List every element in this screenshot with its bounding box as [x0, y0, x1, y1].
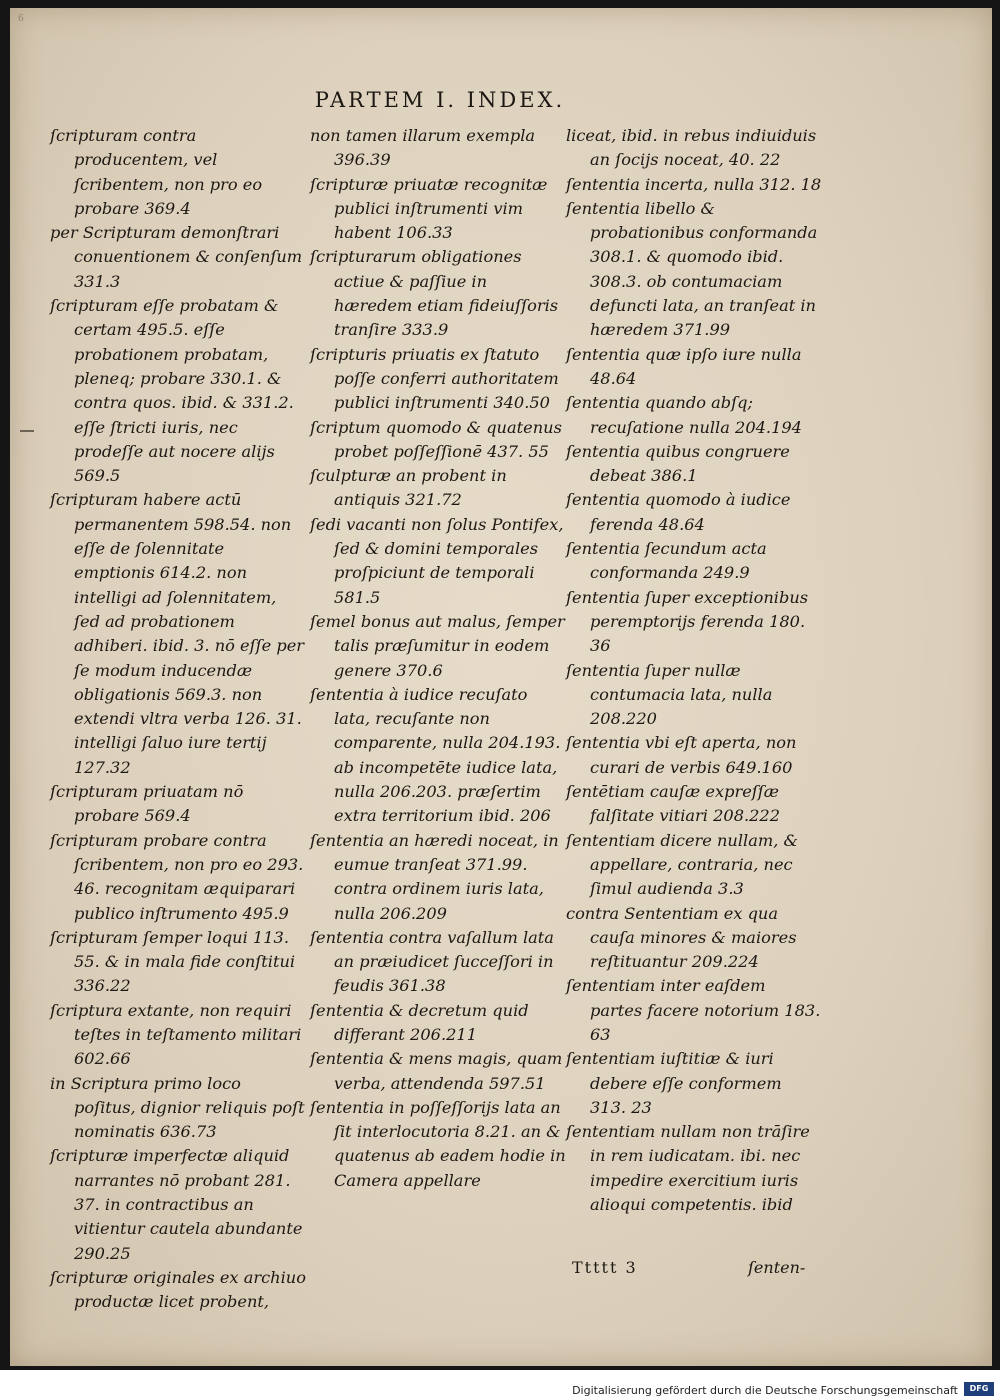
- index-entry: ſententia ſuper exceptionibus peremptorijs ferenda 180. 36: [566, 587, 809, 656]
- index-entry: ſcripturarum obligationes actiue & paſſiue in hæredem etiam fideiuſſoris tranſire 333.9: [310, 247, 559, 340]
- index-entry: ſedi vacanti non ſolus Pontifex, ſed & domini temporales proſpiciunt de temporali 581.5: [310, 514, 564, 607]
- signature-mark: Ttttt 3: [572, 1258, 638, 1277]
- page-title: PARTEM I. INDEX.: [314, 88, 566, 112]
- index-entry: ſententia libello & probationibus conformanda 308.1. & quomodo ibid. 308.3. ob contumaciam defuncti lata, an tranſeat in hæredem 371.99: [566, 198, 818, 340]
- margin-dash: [20, 430, 34, 432]
- index-entry: ſententia vbi eſt aperta, non curari de verbis 649.160: [566, 733, 797, 777]
- index-entry: ſententia & decretum quid differant 206.211: [310, 1000, 529, 1044]
- index-entry: ſcripturam habere actū permanentem 598.54. non eſſe de ſolennitate emptionis 614.2. non intelligi ad ſolennitatem, ſed ad probationem adhiberi. ibid. 3. nō eſſe per ſe modum inducendæ obligationis 569.3. non extendi vltra verba 126. 31. intelligi ſaluo iure tertij 127.32: [50, 490, 305, 777]
- index-column-right: [566, 124, 822, 1217]
- index-entry: ſententiam iuſtitiæ & iuri debere eſſe conformem 313. 23: [566, 1049, 782, 1117]
- index-entry: ſculpturæ an probent in antiquis 321.72: [310, 466, 507, 510]
- index-entry: ſententiam dicere nullam, & appellare, contraria, nec ſimul audienda 3.3: [566, 830, 798, 899]
- index-entry: ſententia à iudice recuſato lata, recuſante non comparente, nulla 204.193. ab incompetēte iudice lata, nulla 206.203. præſertim extra territorium ibid. 206: [310, 684, 561, 826]
- index-entry: ſententia quibus congruere debeat 386.1: [566, 441, 790, 486]
- index-entry: ſententia incerta, nulla 312. 18: [566, 174, 822, 194]
- index-column-left: [50, 124, 306, 1315]
- index-entry: ſcripturam contra producentem, vel ſcribentem, non pro eo probare 369.4: [50, 126, 263, 218]
- dfg-logo-icon: DFG: [964, 1382, 994, 1396]
- index-entry: contra Sententiam ex qua cauſa minores & maiores reſtituantur 209.224: [566, 903, 797, 972]
- digitization-credit: Digitalisierung gefördert durch die Deutsche Forschungsgemeinschaft: [572, 1384, 958, 1397]
- index-entry: in Scriptura primo loco poſitus, dignior reliquis poſt nominatis 636.73: [50, 1073, 305, 1142]
- index-entry: ſcripturæ imperfectæ aliquid narrantes nō probant 281. 37. in contractibus an vitientur cautela abundante 290.25: [50, 1146, 303, 1263]
- index-entry: ſententia ſecundum acta conformanda 249.9: [566, 539, 767, 583]
- index-entry: ſententia quomodo à iudice ferenda 48.64: [566, 490, 791, 534]
- index-entry: ſententia quæ ipſo iure nulla 48.64: [566, 344, 802, 388]
- margin-mark: 6: [18, 14, 24, 24]
- index-entry: ſententia contra vaſallum lata an præiudicet ſucceſſori in feudis 361.38: [310, 927, 554, 996]
- index-entry: ſcripturam eſſe probatam & certam 495.5. eſſe probationem probatam, pleneq; probare 330.1. & contra quos. ibid. & 331.2. eſſe ſtricti iuris, nec prodeſſe aut nocere alijs 569.5: [50, 296, 294, 486]
- index-entry: ſcriptum quomodo & quatenus probet poſſeſſionē 437. 55: [310, 417, 562, 461]
- index-entry: ſcripturam priuatam nō probare 569.4: [50, 782, 244, 826]
- index-entry: ſententiam nullam non trāſire in rem iudicatam. ibi. nec impedire exercitium iuris alioqui competentis. ibid: [566, 1122, 810, 1215]
- index-entry: ſententia quando abſq; recuſatione nulla 204.194: [566, 393, 802, 437]
- index-entry: ſcripturam ſemper loqui 113. 55. & in mala fide conſtitui 336.22: [50, 927, 296, 996]
- index-entry: liceat, ibid. in rebus indiuiduis an ſocijs noceat, 40. 22: [566, 126, 817, 170]
- index-entry: ſententia ſuper nullæ contumacia lata, nulla 208.220: [566, 660, 773, 729]
- index-entry: ſententia in poſſeſſorijs lata an ſit interlocutoria 8.21. an & quatenus ab eadem hodie in Camera appellare: [310, 1097, 566, 1190]
- index-entry: ſcripturis priuatis ex ſtatuto poſſe conferri authoritatem publici inſtrumenti 340.50: [310, 344, 559, 413]
- index-entry: ſentētiam cauſæ expreſſæ falſitate vitiari 208.222: [566, 782, 781, 826]
- index-entry: ſemel bonus aut malus, ſemper talis præſumitur in eodem genere 370.6: [310, 611, 565, 680]
- index-entry: ſententia & mens magis, quam verba, attendenda 597.51: [310, 1049, 563, 1093]
- catchword: ſenten-: [748, 1258, 806, 1277]
- index-entry: ſententiam inter eaſdem partes facere notorium 183. 63: [566, 976, 821, 1044]
- index-column-middle: [310, 124, 566, 1193]
- index-entry: ſcripturam probare contra ſcribentem, non pro eo 293. 46. recognitam æquiparari publico inſtrumento 495.9: [50, 830, 304, 923]
- index-entry: ſcripturæ priuatæ recognitæ publici inſtrumenti vim habent 106.33: [310, 174, 548, 243]
- index-entry: per Scripturam demonſtrari conuentionem & conſenſum 331.3: [50, 223, 303, 291]
- index-entry: non tamen illarum exempla 396.39: [310, 126, 536, 170]
- index-entry: ſententia an hæredi noceat, in eumue tranſeat 371.99. contra ordinem iuris lata, nulla 206.209: [310, 830, 559, 923]
- index-entry: ſcriptura extante, non requiri teſtes in teſtamento militari 602.66: [50, 1000, 302, 1069]
- index-entry: ſcripturæ originales ex archiuo productæ licet probent,: [50, 1267, 306, 1312]
